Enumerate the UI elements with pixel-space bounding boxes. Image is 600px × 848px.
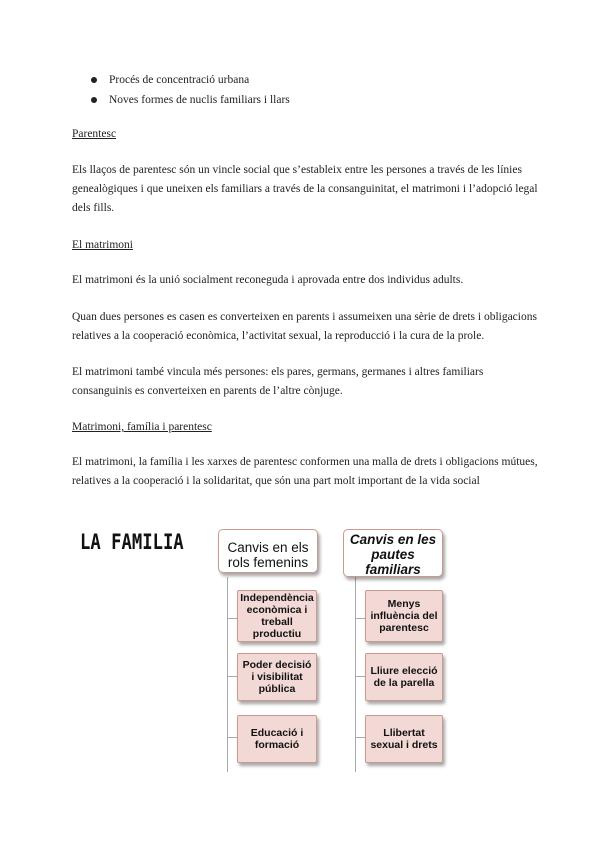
connector-line: [355, 577, 356, 772]
header-pautes-familiars: Canvis en les pautes familiars: [343, 529, 443, 577]
header-rols-femenins: Canvis en els rols femenins: [218, 529, 318, 573]
item-lliure-eleccio: Lliure elecció de la parella: [365, 653, 443, 701]
list-item: [88, 90, 290, 110]
family-diagram: [60, 520, 530, 780]
bullet-text: Noves formes de nuclis familiars i llars: [109, 94, 290, 106]
bullet-icon: [91, 97, 97, 103]
connector-line: [227, 618, 237, 619]
item-menys-influencia: Menys influència del parentesc: [365, 590, 443, 642]
paragraph-matrimoni-1: El matrimoni és la unió socialment reconeguda i aprovada entre dos individus adults.: [72, 274, 464, 286]
paragraph-matrimoni-familia-parentesc: El matrimoni, la família i les xarxes de parentesc conformen una malla de drets i obligacions mútues, relatives a la cooperació i la solidaritat, que són una part molt important de la vida social: [72, 456, 538, 487]
item-llibertat-sexual: Llibertat sexual i drets: [365, 715, 443, 763]
heading-parentesc: Parentesc: [72, 128, 117, 140]
connector-line: [227, 676, 237, 677]
paragraph-matrimoni-3: El matrimoni també vincula més persones: els pares, germans, germanes i altres familiars consanguinis es converteixen en parents de l’altre cònjuge.: [72, 366, 484, 397]
heading-matrimoni-familia-parentesc: Matrimoni, família i parentesc: [72, 421, 212, 433]
connector-line: [355, 676, 365, 677]
connector-line: [227, 737, 237, 738]
item-poder-decisio: Poder decisió i visibilitat pública: [237, 653, 317, 701]
paragraph-parentesc: Els llaços de parentesc són un vincle social que s’estableix entre les persones a través de les línies genealògiques i que uneixen els familiars a través de la consanguinitat, el matrimoni i l’adopció legal dels fills.: [72, 164, 538, 214]
item-independencia-economica: Independència econòmica i treball productiu: [237, 590, 317, 642]
heading-matrimoni: El matrimoni: [72, 239, 134, 251]
paragraph-matrimoni-2: Quan dues persones es casen es converteixen en parents i assumeixen una sèrie de drets i obligacions relatives a la cooperació econòmica, l’activitat sexual, la reproducció i la cura de la prole.: [72, 311, 537, 342]
connector-line: [355, 737, 365, 738]
bullet-text: Procés de concentració urbana: [109, 74, 250, 86]
connector-line: [227, 577, 228, 772]
list-item: [88, 70, 290, 90]
bullet-list: [88, 70, 290, 110]
connector-line: [355, 618, 365, 619]
diagram-title: LA FAMILIA: [80, 530, 184, 554]
item-educacio-formacio: Educació i formació: [237, 715, 317, 763]
bullet-icon: [91, 77, 97, 83]
